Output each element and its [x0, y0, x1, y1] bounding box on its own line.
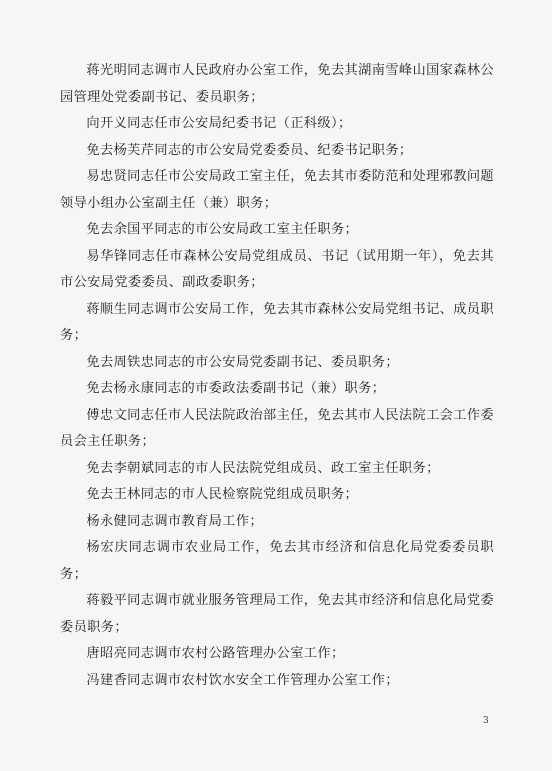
paragraph: 易华锋同志任市森林公安局党组成员、书记（试用期一年），免去其市公安局党委委员、副政委职务； [60, 248, 494, 290]
paragraph: 免去杨永康同志的市委政法委副书记（兼）职务； [86, 381, 386, 396]
paragraph: 蒋毅平同志调市就业服务管理局工作，免去其市经济和信息化局党委委员职务； [60, 593, 495, 635]
paragraph: 蒋光明同志调市人民政府办公室工作，免去其湖南雪峰山国家森林公园管理处党委副书记、委员职务； [60, 63, 495, 105]
paragraph: 免去周铁忠同志的市公安局党委副书记、委员职务； [86, 354, 399, 370]
page-number: 3 [483, 716, 489, 726]
paragraph: 免去杨芙芹同志的市公安局党委委员、纪委书记职务； [86, 142, 413, 158]
paragraph: 冯建香同志调市农村饮水安全工作管理办公室工作； [86, 672, 399, 688]
paragraph: 唐昭亮同志调市农村公路管理办公室工作； [86, 646, 345, 661]
paragraph: 免去李朝斌同志的市人民法院党组成员、政工室主任职务； [86, 460, 440, 476]
document-body [60, 58, 494, 694]
paragraph: 免去余国平同志的市公安局政工室主任职务； [86, 222, 359, 237]
paragraph: 易忠贤同志任市公安局政工室主任，免去其市委防范和处理邪教问题领导小组办公室副主任（兼）职务； [60, 169, 495, 211]
paragraph: 傅忠文同志任市人民法院政治部主任，免去其市人民法院工会工作委员会主任职务； [60, 407, 495, 449]
paragraph: 蒋顺生同志调市公安局工作，免去其市森林公安局党组书记、成员职务； [60, 301, 495, 343]
paragraph: 向开义同志任市公安局纪委书记（正科级）； [86, 116, 352, 131]
paragraph: 杨永健同志调市教育局工作； [86, 513, 264, 529]
paragraph: 杨宏庆同志调市农业局工作，免去其市经济和信息化局党委委员职务； [60, 540, 494, 582]
paragraph: 免去王林同志的市人民检察院党组成员职务； [86, 487, 359, 502]
